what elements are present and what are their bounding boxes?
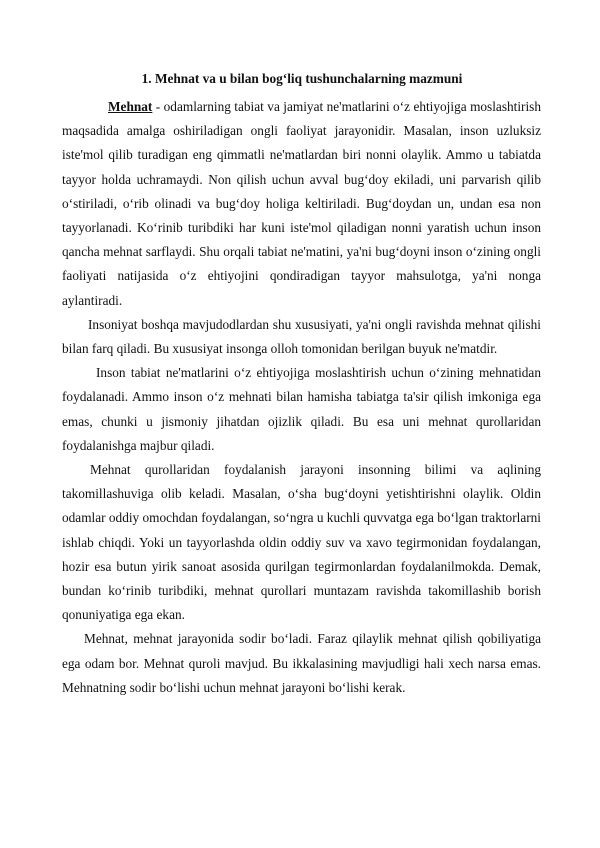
section-title: 1. Mehnat va u bilan bog‘liq tushunchalarning mazmuni <box>141 71 463 86</box>
paragraph-1-text: - odamlarning tabiat va jamiyat ne'matlarini o‘z ehtiyojiga moslashtirish maqsadida amalga oshiriladigan ongli faoliyat jarayonidir. Masalan, inson uzluksiz iste'mol qilib turadigan eng qimmatli ne'matlardan biri nonni olaylik. Ammo u tabiatda tayyor holda uchramaydi. Non qilish uchun avval bug‘doy ekiladi, uni parvarish qilib o‘stiriladi, o‘rib olinadi va bug‘doy holiga keltiriladi. Bug‘doydan un, undan esa non tayyorlanadi. Ko‘rinib turibdiki har kuni iste'mol qiladigan nonni yaratish uchun inson qancha mehnat sarflaydi. Shu orqali tabiat ne'matini, ya'ni bug‘doyni inson o‘zining ongli faoliyati natijasida o‘z ehtiyojini qondiradigan tayyor mahsulotga, ya'ni nonga aylantiradi. <box>62 99 541 308</box>
term-mehnat: Mehnat <box>108 99 153 114</box>
paragraph-4: Mehnat qurollaridan foydalanish jarayoni insonning bilimi va aqlining takomillashuviga olib keladi. Masalan, o‘sha bug‘doyni yetishtirishni olaylik. Oldin odamlar oddiy omochdan foydalangan, so‘ngra u kuchli quvvatga ega bo‘lgan traktorlarni ishlab chiqdi. Yoki un tayyorlashda oldin oddiy suv va xavo tegirmonidan foydalangan, hozir esa butun yirik sanoat asosida qurilgan tegirmonlardan foydalanilmokda. Demak, bundan ko‘rinib turibdiki, mehnat qurollari muntazam ravishda takomillashib borish qonuniyatiga ega ekan. <box>62 462 541 623</box>
paragraph-1 <box>62 95 541 313</box>
document-body <box>62 95 541 700</box>
paragraph-2: Insoniyat boshqa mavjudodlardan shu xususiyati, ya'ni ongli ravishda mehnat qilishi bilan farq qiladi. Bu xususiyat insonga olloh tomonidan berilgan buyuk ne'matdir. <box>62 316 541 357</box>
paragraph-3: Inson tabiat ne'matlarini o‘z ehtiyojiga moslashtirish uchun o‘zining mehnatidan foydalanadi. Ammo inson o‘z mehnati bilan hamisha tabiatga ta'sir qilish imkoniga ega emas, chunki u jismoniy jihatdan ojizlik qiladi. Bu esa uni mehnat qurollaridan foydalanishga majbur qiladi. <box>62 365 541 453</box>
paragraph-5: Mehnat, mehnat jarayonida sodir bo‘ladi. Faraz qilaylik mehnat qilish qobiliyatiga ega odam bor. Mehnat quroli mavjud. Bu ikkalasining mavjudligi hali xech narsa emas. Mehnatning sodir bo‘lishi uchun mehnat jarayoni bo‘lishi kerak. <box>62 631 541 695</box>
